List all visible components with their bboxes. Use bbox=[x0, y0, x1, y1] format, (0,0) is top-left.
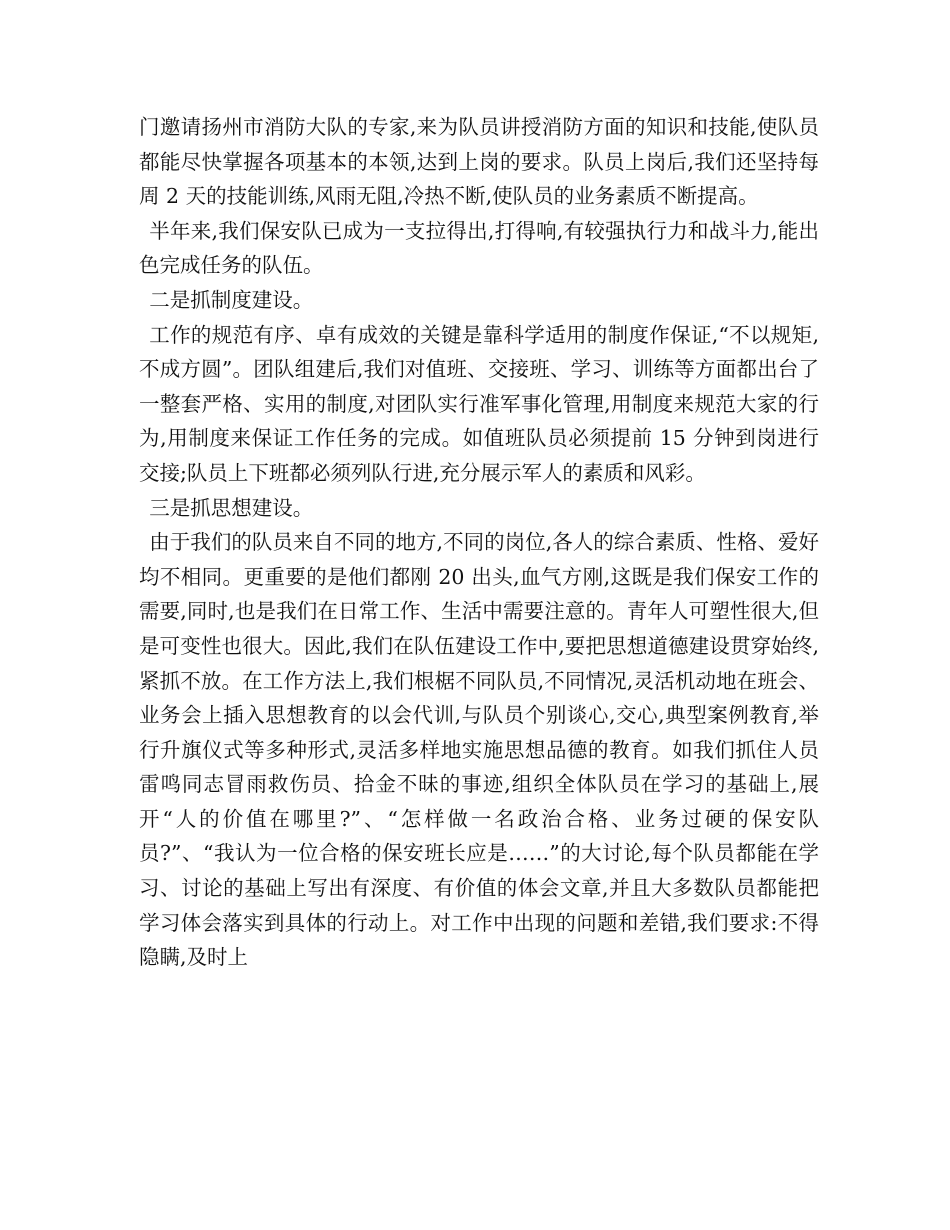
paragraph-training: 门邀请扬州市消防大队的专家,来为队员讲授消防方面的知识和技能,使队员都能尽快掌握各项基本的本领,达到上岗的要求。队员上岗后,我们还坚持每周 2 天的技能训练,风雨无阻,冷热不断,使队员的业务素质不断提高。 bbox=[139, 115, 819, 209]
paragraph-system-building: 工作的规范有序、卓有成效的关键是靠科学适用的制度作保证,“不以规矩,不成方圆”。团队组建后,我们对值班、交接班、学习、训练等方面都出台了一整套严格、实用的制度,对团队实行准军事化管理,用制度来规范大家的行为,用制度来保证工作任务的完成。如值班队员必须提前 15 分钟到岗进行交接;队员上下班都必须列队行进,充分展示军人的素质和风彩。 bbox=[139, 322, 819, 485]
paragraph-thought-building: 由于我们的队员来自不同的地方,不同的岗位,各人的综合素质、性格、爱好均不相同。更重要的是他们都刚 20 出头,血气方刚,这既是我们保安工作的需要,同时,也是我们在日常工作、生活中需要注意的。青年人可塑性很大,但是可变性也很大。因此,我们在队伍建设工作中,要把思想道德建设贯穿始终,紧抓不放。在工作方法上,我们根椐不同队员,不同情况,灵活机动地在班会、业务会上插入思想教育的以会代训,与队员个别谈心,交心,典型案例教育,举行升旗仪式等多种形式,灵活多样地实施思想品德的教育。如我们抓住人员雷鸣同志冒雨救伤员、拾金不昧的事迹,组织全体队员在学习的基础上,展开“人的价值在哪里?”、“怎样做一名政治合格、业务过硬的保安队员?”、“我认为一位合格的保安班长应是……”的大讨论,每个队员都能在学习、讨论的基础上写出有深度、有价值的体会文章,并且大多数队员都能把学习体会落实到具体的行动上。对工作中出现的问题和差错,我们要求:不得隐瞒,及时上 bbox=[139, 530, 819, 970]
paragraph-half-year-summary: 半年来,我们保安队已成为一支拉得出,打得响,有较强执行力和战斗力,能出色完成任务的队伍。 bbox=[139, 218, 819, 278]
section-heading-system-building: 二是抓制度建设。 bbox=[149, 287, 314, 312]
document-page bbox=[139, 110, 819, 975]
section-heading-thought-building: 三是抓思想建设。 bbox=[149, 495, 314, 520]
